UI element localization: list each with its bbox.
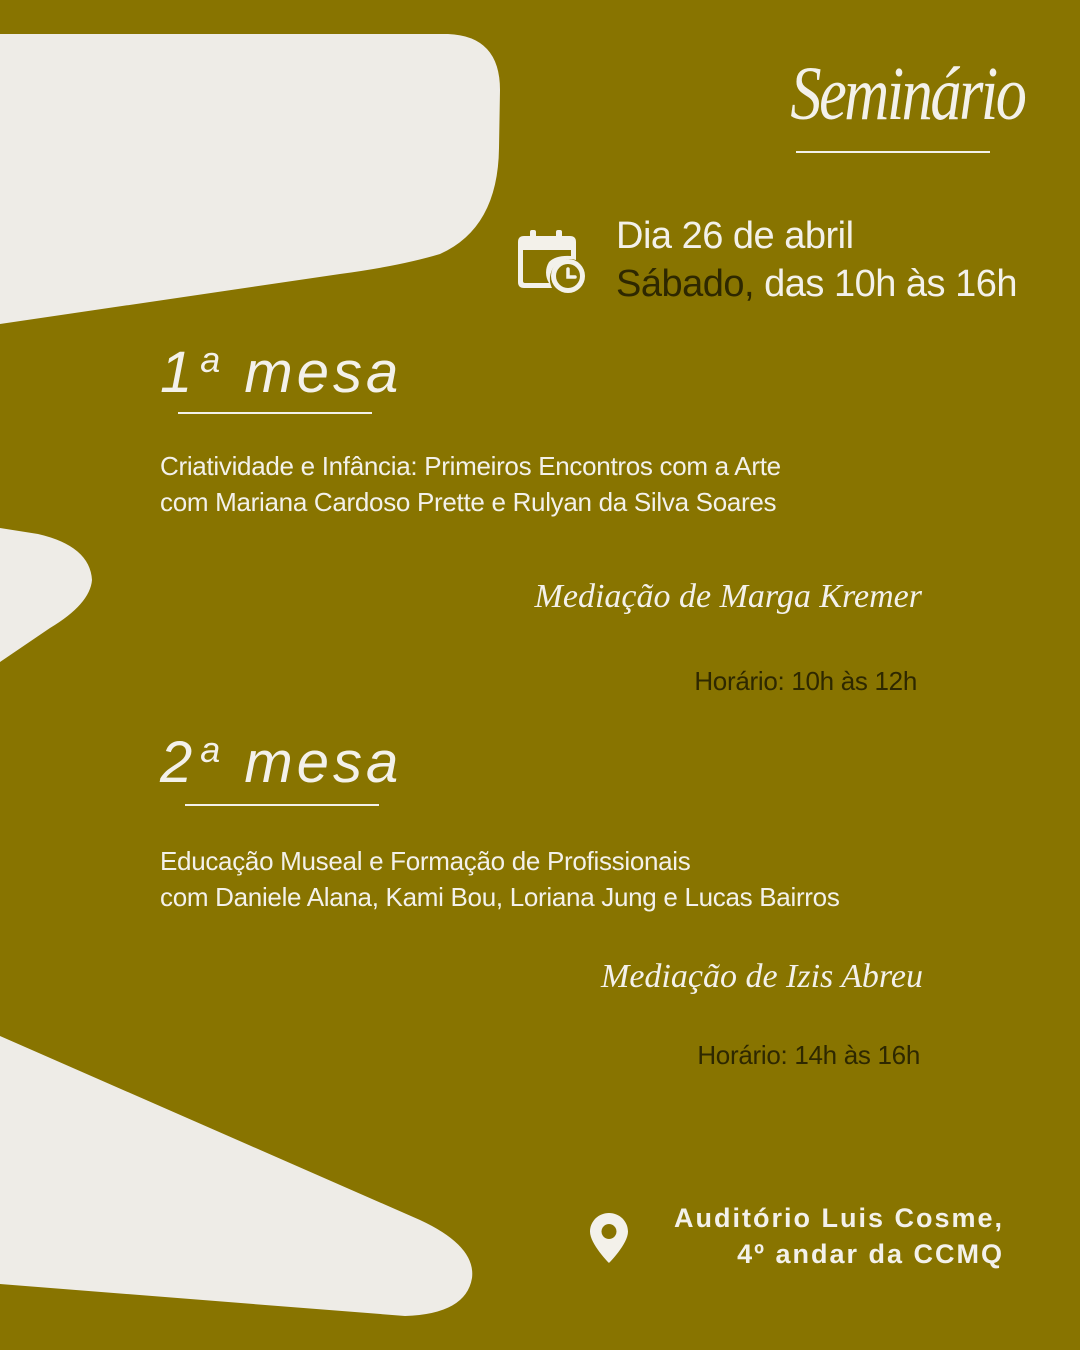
bottom-brush-shape [0,1036,472,1316]
session-1-topic: Criatividade e Infância: Primeiros Encontros com a Arte [160,451,781,481]
session-2-underline [185,804,379,806]
session-1-ordinal: a [200,339,225,381]
session-2-ordinal: a [200,729,225,771]
session-1-underline [178,412,372,414]
session-1-number: 1 [160,340,197,405]
session-2-schedule: Horário: 14h às 16h [697,1040,920,1070]
venue-line-1: Auditório Luis Cosme, [673,1203,1004,1233]
event-weekday: Sábado, [616,263,755,305]
session-1-speakers: com Mariana Cardoso Prette e Rulyan da Silva Soares [160,487,777,517]
venue-address [674,1200,1004,1272]
event-date: Dia 26 de abril [616,215,854,257]
event-hours: das 10h às 16h [764,263,1018,305]
session-1-schedule: Horário: 10h às 12h [694,666,917,696]
session-2-word: mesa [244,730,403,795]
session-1-heading [160,339,403,405]
page-title: Seminário [789,52,1024,136]
session-2-mediation: Mediação de Izis Abreu [601,958,923,995]
session-2-speakers: com Daniele Alana, Kami Bou, Loriana Jung e Lucas Bairros [160,882,840,912]
session-1-word: mesa [244,340,403,405]
top-brush-shape [0,34,500,324]
middle-brush-shape [0,528,92,662]
session-1-mediation: Mediação de Marga Kremer [534,578,922,615]
calendar-clock-icon [518,230,588,296]
session-2-number: 2 [160,730,197,795]
session-2-topic: Educação Museal e Formação de Profissionais [160,846,691,876]
title-underline [796,151,990,153]
event-day-hours [616,262,1017,308]
venue-line-2: 4º andar da CCMQ [737,1239,1004,1269]
session-2-heading [160,729,403,795]
location-pin-icon [590,1213,628,1263]
